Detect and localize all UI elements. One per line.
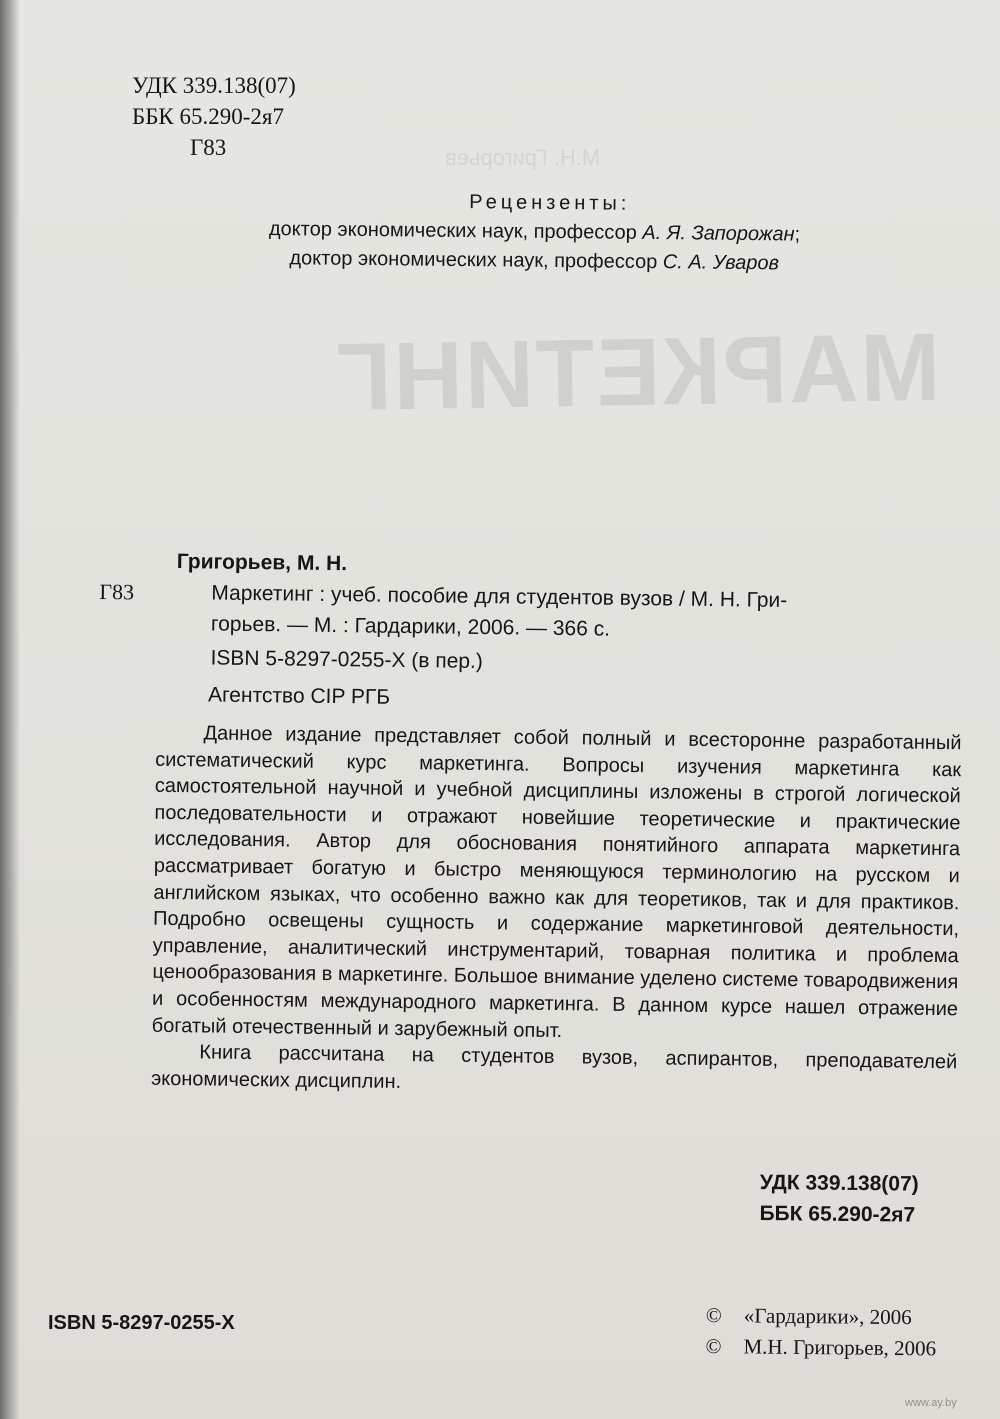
reviewer-1-sep: ; [794,223,801,246]
copyright-publisher: «Гардарики», 2006 [743,1303,912,1330]
reviewer-2-title: доктор экономических наук, профессор [289,247,663,274]
annotation [93,719,962,1103]
udk-code: УДК 339.138(07) [132,73,296,98]
annotation-paragraph-1: Данное издание представляет собой полный и всесторонне разработанный систематический курс маркетинга. Вопросы изучения маркетинга как самостоятельной научной и учебной дисциплины изложены в строгой логической последовательности и отражают новейшие теоретические и практические исследования. Автор для обоснования понятийного аппарата маркетинга рассматривает богатую и быстро меняющуюся терминологию на русском и английском языках, что особенно важно как для теоретиков, так и для практиков. Подробно освещены сущность и содержание маркетинговой деятельности, управление, аналитический инструментарий, товарная политика и проблема ценообразования в маркетинге. Большое внимание уделено системе товародвижения и особенностям международного маркетинга. В данном курсе нашел отражение богатый отечественный и зарубежный опыт. [151,722,962,1042]
catalog-entry-line-1: Маркетинг : учеб. пособие для студентов вузов / М. Н. Гри- [211,581,788,612]
copyright-symbol-icon: © [705,1333,722,1359]
reviewers-heading: Рецензенты: [469,191,631,215]
udk-header [132,70,296,163]
copyright-symbol-icon: © [705,1302,722,1328]
reviewer-1-title: доктор экономических наук, профессор [268,217,643,244]
site-watermark: www.ay.by [905,1397,957,1409]
copyright-author-line [705,1331,936,1364]
copyright-block [705,1300,936,1364]
catalog-agency: Агентство CIP РГБ [207,683,391,709]
udk-code-bottom: УДК 339.138(07) [759,1170,919,1196]
catalog-card [93,545,970,1103]
reviewer-2-name: С. А. Уваров [662,251,780,275]
reviewer-1-name: А. Я. Запорожан [642,221,795,246]
bbk-code-bottom: ББК 65.290-2я7 [759,1201,916,1227]
catalog-author: Григорьев, М. Н. [176,550,348,576]
copyright-publisher-line [706,1300,937,1333]
bleed-through-author: М.Н. Григорьев [445,145,601,170]
isbn-footer: ISBN 5-8297-0255-X [48,1312,235,1334]
reviewers-block [174,185,895,280]
annotation-paragraph-2: Книга рассчитана на студентов вузов, аспирантов, преподавателей экономических дисциплин. [150,1041,958,1093]
catalog-code: Г83 [99,578,135,605]
bbk-code: ББК 65.290-2я7 [132,104,284,129]
author-mark: Г83 [190,135,227,160]
copyright-author: М.Н. Григорьев, 2006 [743,1334,937,1361]
spine-shadow [0,0,20,1419]
catalog-isbn: ISBN 5-8297-0255-X (в пер.) [210,646,483,674]
bleed-through-title: МАРКЕТИНГ [334,313,942,432]
udk-footer [759,1167,919,1231]
catalog-entry-line-2: горьев. — М. : Гардарики, 2006. — 366 с. [210,612,611,641]
